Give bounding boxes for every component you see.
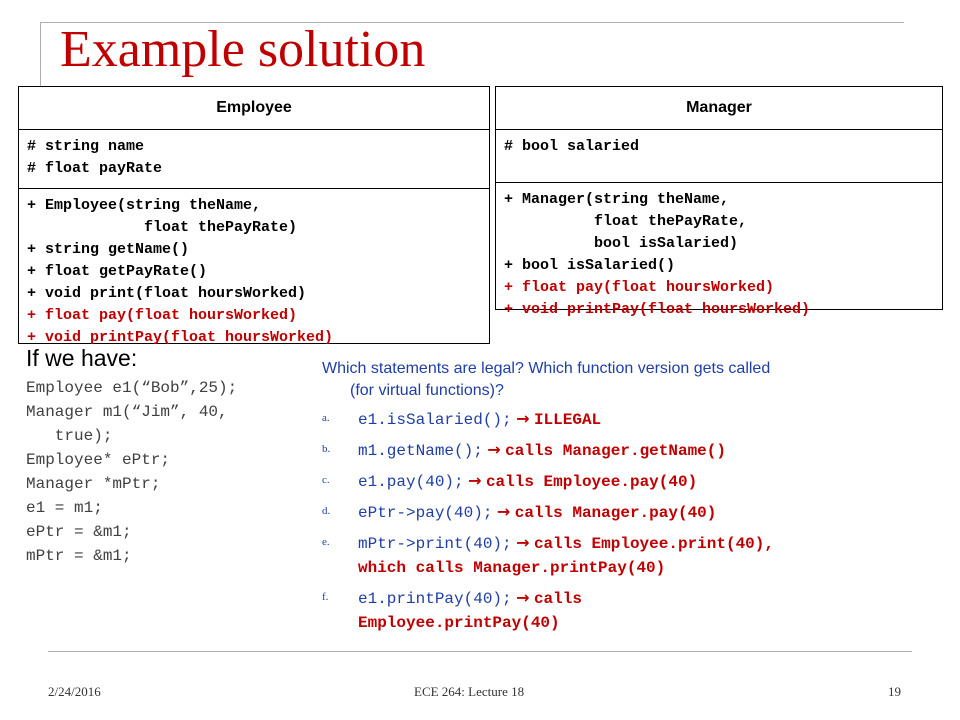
answer-code: mPtr->print(40); bbox=[358, 535, 512, 553]
employee-method: + void print(float hoursWorked) bbox=[27, 285, 307, 302]
setup-code-line: Manager *mPtr; bbox=[26, 475, 161, 493]
answer-code: e1.pay(40); bbox=[358, 473, 464, 491]
employee-method: float thePayRate) bbox=[27, 219, 298, 236]
employee-class-name: Employee bbox=[19, 87, 489, 130]
arrow-icon: → bbox=[487, 440, 501, 459]
setup-code-line: true); bbox=[26, 427, 113, 445]
question-line: (for virtual functions)? bbox=[350, 382, 504, 399]
employee-method-virtual: + void printPay(float hoursWorked) bbox=[27, 329, 334, 346]
manager-method: bool isSalaried) bbox=[504, 235, 739, 252]
answer-item bbox=[322, 408, 954, 432]
answer-result: ILLEGAL bbox=[533, 411, 602, 429]
slide-title: Example solution bbox=[60, 21, 426, 78]
employee-attribute: # float payRate bbox=[27, 160, 163, 177]
setup-heading: If we have: bbox=[26, 345, 138, 371]
question-text bbox=[322, 358, 954, 402]
manager-method-virtual: + void printPay(float hoursWorked) bbox=[504, 301, 811, 318]
employee-method: + Employee(string theName, bbox=[27, 197, 262, 214]
answer-result-continued: Employee.printPay(40) bbox=[358, 614, 560, 632]
answer-code: e1.printPay(40); bbox=[358, 590, 512, 608]
answer-letter: f. bbox=[322, 591, 329, 603]
question-line: Which statements are legal? Which function version gets called bbox=[322, 360, 771, 377]
arrow-icon: → bbox=[516, 533, 530, 552]
answer-result: calls bbox=[533, 590, 582, 608]
setup-code-line: e1 = m1; bbox=[26, 499, 103, 517]
manager-method: + bool isSalaried() bbox=[504, 257, 676, 274]
answer-letter: b. bbox=[322, 443, 331, 455]
arrow-icon: → bbox=[468, 471, 482, 490]
employee-method: + float getPayRate() bbox=[27, 263, 208, 280]
employee-attributes bbox=[19, 130, 489, 189]
answer-item bbox=[322, 501, 954, 525]
answer-list bbox=[322, 408, 954, 635]
answer-result: calls Manager.pay(40) bbox=[514, 504, 717, 522]
footer-date: 2/24/2016 bbox=[48, 684, 101, 699]
answer-result: calls Employee.print(40), bbox=[533, 535, 774, 553]
employee-method: + string getName() bbox=[27, 241, 190, 258]
employee-attribute: # string name bbox=[27, 138, 145, 155]
setup-code-line: ePtr = &m1; bbox=[26, 523, 132, 541]
footer-course: ECE 264: Lecture 18 bbox=[414, 684, 525, 699]
employee-methods bbox=[19, 189, 489, 355]
page-number: 19 bbox=[888, 684, 901, 699]
employee-method-virtual: + float pay(float hoursWorked) bbox=[27, 307, 298, 324]
answer-item bbox=[322, 587, 954, 635]
answer-item bbox=[322, 470, 954, 494]
arrow-icon: → bbox=[516, 409, 530, 428]
setup-code-line: mPtr = &m1; bbox=[26, 547, 132, 565]
manager-class-box bbox=[495, 86, 943, 318]
left-rule bbox=[40, 22, 41, 88]
manager-attribute: # bool salaried bbox=[504, 138, 640, 155]
answer-letter: c. bbox=[322, 474, 330, 486]
answer-result: calls Manager.getName() bbox=[505, 442, 726, 460]
answer-code: ePtr->pay(40); bbox=[358, 504, 493, 522]
employee-class-box bbox=[18, 86, 490, 344]
answer-result-continued: which calls Manager.printPay(40) bbox=[358, 559, 666, 577]
question-block bbox=[322, 358, 954, 642]
answer-letter: d. bbox=[322, 505, 331, 517]
answer-item bbox=[322, 532, 954, 580]
setup-code-line: Manager m1(“Jim”, 40, bbox=[26, 403, 228, 421]
answer-letter: e. bbox=[322, 536, 330, 548]
footer-rule bbox=[48, 651, 912, 652]
setup-code-line: Employee e1(“Bob”,25); bbox=[26, 379, 238, 397]
arrow-icon: → bbox=[496, 502, 511, 521]
manager-attributes bbox=[496, 130, 942, 183]
answer-code: e1.isSalaried(); bbox=[358, 411, 512, 429]
setup-code-line: Employee* ePtr; bbox=[26, 451, 171, 469]
manager-method: + Manager(string theName, bbox=[504, 191, 730, 208]
manager-method-virtual: + float pay(float hoursWorked) bbox=[504, 279, 775, 296]
answer-item bbox=[322, 439, 954, 463]
manager-method: float thePayRate, bbox=[504, 213, 748, 230]
manager-methods bbox=[496, 183, 942, 327]
answer-code: m1.getName(); bbox=[358, 442, 483, 460]
arrow-icon: → bbox=[516, 588, 530, 607]
answer-result: calls Employee.pay(40) bbox=[485, 473, 698, 491]
answer-letter: a. bbox=[322, 412, 330, 424]
setup-code-block bbox=[26, 345, 316, 568]
manager-class-name: Manager bbox=[496, 87, 942, 130]
